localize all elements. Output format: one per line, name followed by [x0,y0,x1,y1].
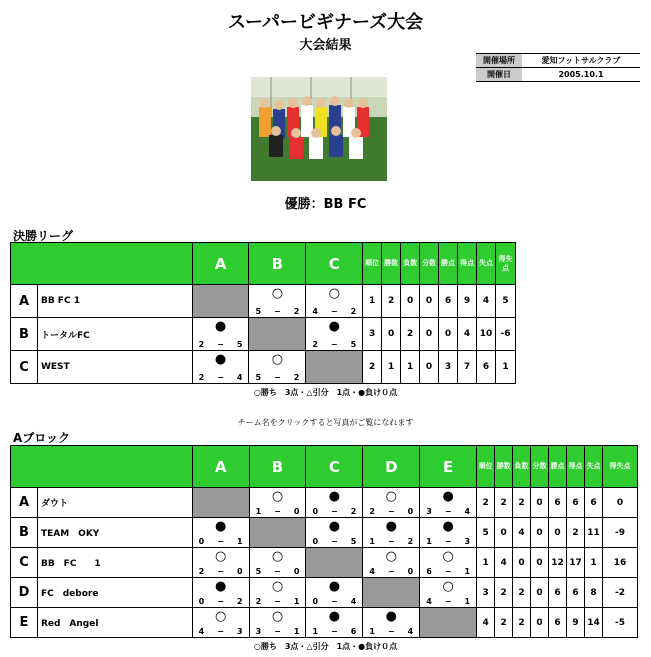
page-subtitle: 大会結果 [299,38,352,53]
stat-header: 分数 [420,243,439,285]
match-result-cell [249,285,306,318]
match-result-cell [420,548,477,578]
score-right: 1 [464,567,471,576]
col-header-e: E [420,446,477,488]
score-right: 5 [236,340,243,349]
score-left: 1 [255,507,262,516]
final-league-table [10,242,516,384]
row-letter: C [11,548,38,578]
page-title: スーパービギナーズ大会 [227,12,424,33]
score-left: 1 [369,537,375,546]
score-dash: − [217,373,224,382]
stat-value: 1 [401,351,420,384]
legend-note-2: ○勝ち 3点・△引分 1点・●負け０点 [253,642,398,651]
stat-value: 3 [477,578,495,608]
match-result-cell [192,518,249,548]
score-right: 4 [350,597,357,606]
stat-header: 負数 [401,243,420,285]
stat-value: 17 [566,548,584,578]
stat-value: 6 [584,488,602,518]
stat-header: 得失点 [495,243,515,285]
loss-dot-icon: ● [214,579,227,594]
score-right: 6 [350,627,357,636]
venue-label: 開催場所 [476,54,522,68]
score-left: 0 [312,507,319,516]
date-value: 2005.10.1 [522,68,640,82]
match-score [249,373,305,382]
stat-value: -2 [602,578,637,608]
score-dash: − [444,507,452,516]
score-right: 1 [464,597,471,606]
match-result-cell [192,318,249,351]
team-name-link[interactable]: WEST [37,351,192,384]
score-dash: − [217,597,224,606]
score-left: 4 [198,627,205,636]
standings-row [11,488,638,518]
row-letter: B [11,318,38,351]
score-right: 4 [464,507,471,516]
standings-row [11,608,638,638]
win-circle-icon: ○ [271,286,284,301]
diagonal-cell [249,518,306,548]
stat-value: 1 [477,548,495,578]
stat-header: 順位 [363,243,382,285]
stat-value: 2 [401,318,420,351]
score-left: 2 [198,373,205,382]
stat-value: 10 [476,318,495,351]
stat-value: 2 [513,608,531,638]
team-name-link[interactable]: TEAM OKY [37,518,192,548]
stat-header: 負数 [513,446,531,488]
team-name-link[interactable]: FC debore [37,578,192,608]
match-result-cell [420,518,477,548]
score-dash: − [387,567,395,576]
match-result-cell [420,578,477,608]
stat-value: 1 [382,351,401,384]
loss-dot-icon: ● [214,352,227,367]
stat-header: 勝数 [382,243,401,285]
score-dash: − [331,537,338,546]
team-name-link[interactable]: BB FC 1 [37,548,192,578]
match-score [193,567,249,576]
score-dash: − [217,340,224,349]
loss-dot-icon: ● [385,609,397,624]
match-result-cell [306,578,363,608]
score-left: 3 [426,507,432,516]
row-letter: B [11,518,38,548]
col-header-b: B [249,243,306,285]
match-result-cell [363,608,420,638]
diagonal-cell [363,578,420,608]
standings-row [11,318,516,351]
score-left: 0 [198,537,205,546]
loss-dot-icon: ● [328,489,341,504]
stat-value: 0 [439,318,458,351]
match-result-cell [192,351,249,384]
stat-value: 5 [477,518,495,548]
row-letter: A [11,285,38,318]
score-left: 1 [426,537,432,546]
final-league-label: 決勝リーグ [13,229,74,243]
win-circle-icon: ○ [271,489,284,504]
score-left: 4 [369,567,375,576]
match-score [250,627,306,636]
score-right: 1 [293,627,300,636]
stat-header: 得失点 [602,446,637,488]
stat-value: 11 [584,518,602,548]
win-circle-icon: ○ [214,609,227,624]
standings-row [11,518,638,548]
match-result-cell [363,518,420,548]
col-header-b: B [249,446,306,488]
score-dash: − [444,597,452,606]
match-result-cell [363,488,420,518]
block-a-label: Aブロック [13,431,71,445]
win-circle-icon: ○ [385,549,397,564]
stat-value: 0 [531,548,549,578]
score-right: 0 [407,507,414,516]
score-right: 2 [293,373,300,382]
match-result-cell [192,578,249,608]
header-blank [11,243,193,285]
score-left: 2 [198,567,205,576]
stat-value: 6 [549,488,567,518]
stat-value: 2 [382,285,401,318]
winner-text: 優勝：BB FC [284,197,367,212]
match-result-cell [363,548,420,578]
score-left: 2 [255,597,262,606]
stat-value: 12 [549,548,567,578]
match-result-cell [306,285,363,318]
score-dash: − [331,507,338,516]
match-score [193,627,249,636]
win-circle-icon: ○ [442,579,454,594]
stat-value: 2 [513,578,531,608]
score-left: 0 [312,597,319,606]
stat-value: 3 [363,318,382,351]
match-score [250,597,306,606]
stat-value: 2 [363,351,382,384]
loss-dot-icon: ● [385,519,397,534]
score-right: 5 [350,340,357,349]
match-result-cell [249,548,306,578]
score-left: 1 [312,627,319,636]
stat-header: 分数 [531,446,549,488]
col-header-a: A [192,243,249,285]
team-photo [251,77,387,181]
standings-row [11,548,638,578]
match-result-cell [249,578,306,608]
score-dash: − [217,627,224,636]
stat-value: 4 [495,548,513,578]
win-circle-icon: ○ [385,489,397,504]
stat-value: 2 [566,518,584,548]
stat-header: 勝数 [495,446,513,488]
score-dash: − [387,627,395,636]
win-circle-icon: ○ [328,286,340,301]
match-score [193,537,249,546]
win-circle-icon: ○ [271,352,284,367]
score-left: 4 [312,307,318,316]
match-score [193,597,249,606]
loss-dot-icon: ● [442,489,454,504]
stat-header: 勝点 [549,446,567,488]
standings-row [11,285,516,318]
score-right: 4 [236,373,243,382]
match-score [306,597,362,606]
match-score [193,340,249,349]
header-blank [11,446,193,488]
score-right: 2 [350,507,357,516]
stat-value: 6 [439,285,458,318]
score-dash: − [217,567,224,576]
score-right: 2 [350,307,357,316]
match-score [193,373,249,382]
score-right: 3 [236,627,243,636]
score-right: 0 [407,567,414,576]
stat-value: 16 [602,548,637,578]
row-letter: A [11,488,38,518]
stat-value: 14 [584,608,602,638]
diagonal-cell [192,285,249,318]
date-label: 開催日 [476,68,522,82]
team-name-link[interactable]: トータルFC [37,318,192,351]
win-circle-icon: ○ [271,549,284,564]
stat-header: 順位 [477,446,495,488]
win-circle-icon: ○ [214,549,227,564]
team-name-link[interactable]: Red Angel [37,608,192,638]
score-dash: − [331,597,338,606]
stat-value: 2 [495,608,513,638]
match-result-cell [249,351,306,384]
win-circle-icon: ○ [271,579,284,594]
stat-value: 0 [531,608,549,638]
score-left: 2 [198,340,205,349]
diagonal-cell [306,548,363,578]
match-score [420,597,476,606]
stat-value: 6 [566,488,584,518]
legend-note: ○勝ち 3点・△引分 1点・●負け０点 [253,388,398,397]
stat-value: 2 [513,488,531,518]
score-dash: − [274,567,281,576]
stat-value: 1 [363,285,382,318]
stat-value: 4 [458,318,477,351]
loss-dot-icon: ● [328,579,341,594]
stat-value: 5 [495,285,515,318]
score-left: 5 [255,373,262,382]
stat-header: 失点 [584,446,602,488]
match-score [363,507,419,516]
match-score [250,507,306,516]
score-dash: − [331,627,338,636]
win-circle-icon: ○ [271,609,284,624]
score-right: 0 [236,567,243,576]
row-letter: D [11,578,38,608]
match-score [363,537,419,546]
stat-value: 9 [566,608,584,638]
match-result-cell [249,488,306,518]
match-result-cell [306,608,363,638]
stat-value: 1 [495,351,515,384]
loss-dot-icon: ● [442,519,454,534]
loss-dot-icon: ● [214,319,227,334]
match-result-cell [249,608,306,638]
stat-value: 6 [566,578,584,608]
stat-value: 0 [549,518,567,548]
stat-header: 得点 [458,243,477,285]
loss-dot-icon: ● [328,519,341,534]
stat-value: 6 [549,578,567,608]
score-right: 0 [293,507,300,516]
standings-row [11,351,516,384]
match-result-cell [192,548,249,578]
stat-value: 0 [420,318,439,351]
block-a-header-row [11,446,638,488]
stat-header: 得点 [566,446,584,488]
score-left: 4 [426,597,432,606]
score-left: 5 [255,307,262,316]
stat-value: 4 [476,285,495,318]
stat-value: 0 [420,285,439,318]
match-score [363,627,419,636]
diagonal-cell [192,488,249,518]
stat-value: 2 [495,578,513,608]
match-result-cell [306,488,363,518]
stat-value: -6 [495,318,515,351]
score-left: 3 [255,627,262,636]
stat-value: 0 [531,578,549,608]
score-dash: − [274,507,281,516]
match-score [250,567,306,576]
score-right: 1 [236,537,243,546]
venue-info [476,53,640,82]
match-score [249,307,305,316]
score-left: 5 [255,567,262,576]
loss-dot-icon: ● [328,319,340,334]
match-result-cell [306,518,363,548]
team-name-link[interactable]: ダウト [37,488,192,518]
stat-value: 0 [602,488,637,518]
score-left: 2 [369,507,375,516]
match-score [363,567,419,576]
score-left: 0 [198,597,205,606]
stat-value: 9 [458,285,477,318]
score-dash: − [387,537,395,546]
col-header-c: C [306,446,363,488]
match-score [420,537,476,546]
score-dash: − [274,597,281,606]
stat-value: 0 [531,488,549,518]
score-dash: − [444,567,452,576]
stat-value: 0 [531,518,549,548]
match-score [420,567,476,576]
stat-value: 0 [495,518,513,548]
score-dash: − [330,307,338,316]
loss-dot-icon: ● [214,519,227,534]
stat-value: 0 [420,351,439,384]
match-result-cell [192,608,249,638]
stat-value: -9 [602,518,637,548]
stat-value: -5 [602,608,637,638]
stat-value: 4 [477,608,495,638]
stat-value: 1 [584,548,602,578]
stat-value: 8 [584,578,602,608]
score-right: 4 [407,627,414,636]
stat-value: 4 [513,518,531,548]
col-header-a: A [192,446,249,488]
score-left: 0 [312,537,319,546]
score-right: 2 [407,537,414,546]
match-score [306,627,362,636]
score-dash: − [274,627,281,636]
loss-dot-icon: ● [328,609,341,624]
score-dash: − [444,537,452,546]
score-dash: − [387,507,395,516]
stat-value: 3 [439,351,458,384]
score-right: 1 [293,597,300,606]
score-right: 0 [293,567,300,576]
match-score [420,507,476,516]
score-left: 6 [426,567,432,576]
diagonal-cell [249,318,306,351]
stat-value: 0 [513,548,531,578]
match-score [306,537,362,546]
score-dash: − [217,537,224,546]
diagonal-cell [420,608,477,638]
match-result-cell [420,488,477,518]
score-right: 3 [464,537,471,546]
stat-value: 2 [495,488,513,518]
col-header-c: C [306,243,363,285]
match-result-cell [306,318,363,351]
score-dash: − [274,373,281,382]
match-score [306,340,362,349]
row-letter: E [11,608,38,638]
score-right: 2 [293,307,300,316]
stat-header: 失点 [476,243,495,285]
click-note: チーム名をクリックすると写真がご覧になれます [237,418,414,427]
score-left: 1 [369,627,375,636]
final-header-row [11,243,516,285]
score-dash: − [330,340,338,349]
match-score [306,507,362,516]
stat-value: 0 [401,285,420,318]
score-right: 2 [236,597,243,606]
col-header-d: D [363,446,420,488]
stat-value: 6 [476,351,495,384]
score-dash: − [274,307,281,316]
stat-value: 2 [477,488,495,518]
standings-row [11,578,638,608]
stat-value: 6 [549,608,567,638]
diagonal-cell [306,351,363,384]
venue-value: 愛知フットサルクラブ [522,54,640,68]
stat-header: 勝点 [439,243,458,285]
stat-value: 7 [458,351,477,384]
score-right: 5 [350,537,357,546]
score-left: 2 [312,340,318,349]
match-score [306,307,362,316]
win-circle-icon: ○ [442,549,454,564]
block-a-table [10,445,638,638]
row-letter: C [11,351,38,384]
team-name-link[interactable]: BB FC 1 [37,285,192,318]
stat-value: 0 [382,318,401,351]
